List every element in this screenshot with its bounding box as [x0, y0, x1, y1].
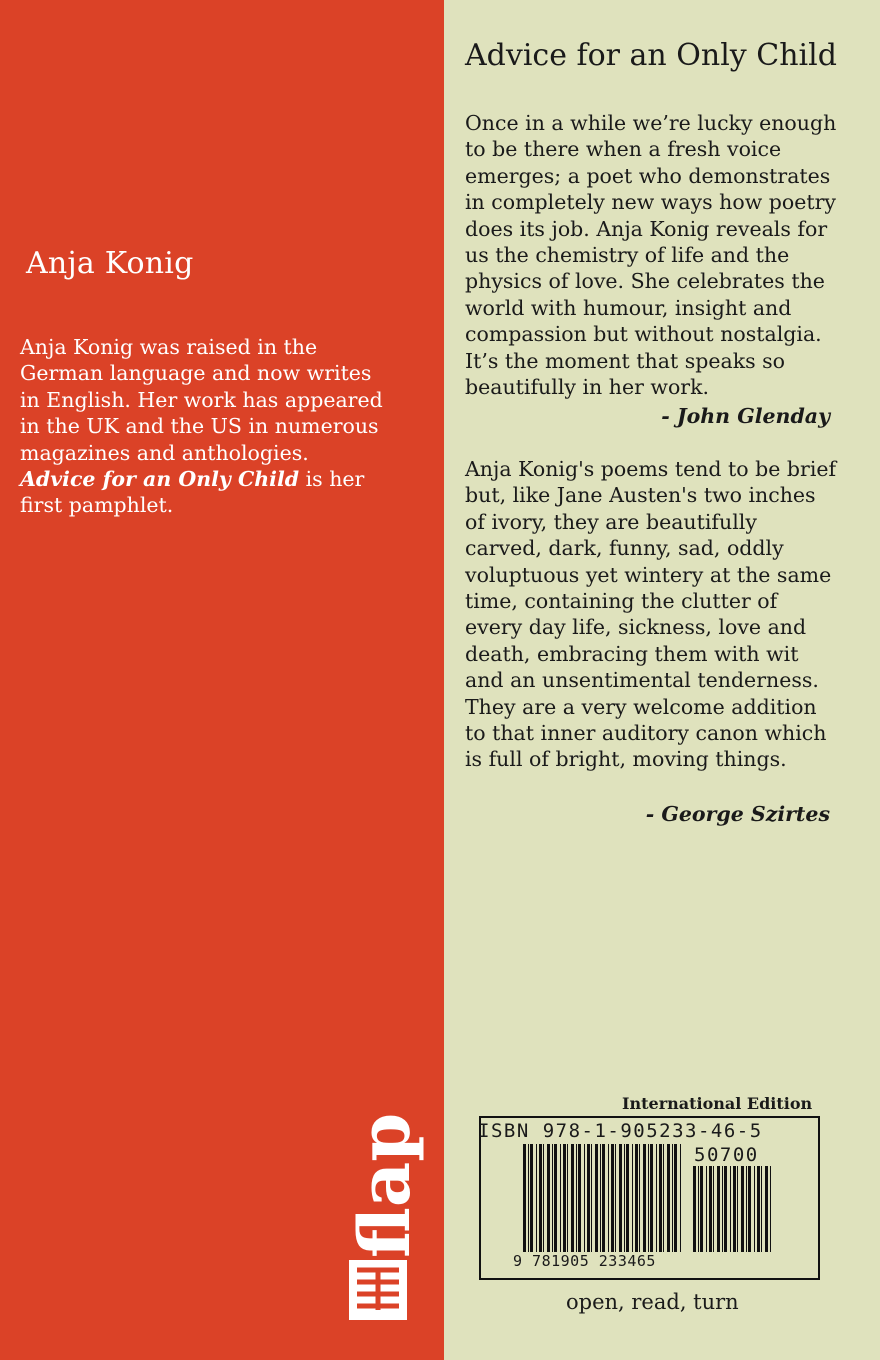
barcode-stripe: [587, 1144, 590, 1252]
quote-line: Once in a while we’re lucky enough: [465, 111, 837, 135]
quote-line: voluptuous yet wintery at the same: [465, 562, 832, 587]
barcode-stripe: [578, 1144, 581, 1252]
quote-line: and an unsentimental tenderness.: [465, 668, 819, 693]
barcode-stripe: [706, 1166, 707, 1252]
quote-line: physics of love. She celebrates the: [465, 269, 825, 294]
barcode-stripe: [770, 1166, 771, 1252]
barcode-stripe: [672, 1144, 673, 1252]
barcode-stripe: [547, 1144, 550, 1252]
blurb-quote: [465, 456, 875, 773]
quote-line: time, containing the clutter of: [465, 589, 778, 614]
quote-line: death, embracing them with wit: [465, 641, 799, 666]
barcode-stripe: [635, 1144, 638, 1252]
barcode-stripe: [639, 1144, 640, 1252]
barcode-stripe: [730, 1166, 731, 1252]
quote-line: It’s the moment that speaks so: [465, 348, 786, 373]
logo-text: flap: [343, 1112, 426, 1258]
barcode-stripe: [602, 1144, 605, 1252]
barcode-stripe: [724, 1166, 727, 1252]
barcode-stripe: [667, 1144, 670, 1252]
publisher-tagline: open, read, turn: [566, 1290, 739, 1314]
bio-line: [20, 466, 430, 492]
barcode-stripe: [656, 1144, 657, 1252]
quote-line: to that inner auditory canon which: [465, 721, 827, 746]
bio-line: in English. Her work has appeared: [20, 387, 383, 412]
barcode-stripe: [693, 1166, 696, 1252]
barcode-stripe: [528, 1144, 529, 1252]
barcode-stripe: [552, 1144, 553, 1252]
barcode-stripe: [611, 1144, 614, 1252]
barcode-stripe: [571, 1144, 574, 1252]
barcode-bars: [523, 1144, 683, 1252]
barcode-stripe: [757, 1166, 760, 1252]
quote-line: carved, dark, funny, sad, oddly: [465, 536, 784, 561]
barcode-stripe: [717, 1166, 720, 1252]
barcode-stripe: [713, 1166, 714, 1252]
barcode-stripe: [632, 1144, 633, 1252]
barcode-stripe: [674, 1144, 677, 1252]
barcode-stripe: [741, 1166, 744, 1252]
barcode-stripe: [722, 1166, 723, 1252]
barcode-stripe: [560, 1144, 561, 1252]
bio-line-tail: is her: [299, 467, 365, 492]
quote-line: of ivory, they are beautifully: [465, 509, 757, 534]
blurb-quote: [465, 110, 875, 400]
barcode-stripe: [761, 1166, 762, 1252]
quote-line: in completely new ways how poetry: [465, 190, 836, 215]
barcode-stripe: [700, 1166, 703, 1252]
barcode-stripe: [733, 1166, 736, 1252]
back-cover-right-panel: [444, 0, 880, 1360]
quote-line: beautifully in her work.: [465, 375, 710, 400]
barcode-stripe: [663, 1144, 664, 1252]
barcode-stripe: [698, 1166, 699, 1252]
barcode-stripe: [576, 1144, 577, 1252]
quote-line: compassion but without nostalgia.: [465, 322, 822, 347]
barcode-stripe: [748, 1166, 751, 1252]
barcode-stripe: [608, 1144, 609, 1252]
quote-line: world with humour, insight and: [465, 295, 792, 320]
isbn-text: ISBN 978-1-905233-46-5: [478, 1120, 763, 1142]
barcode-stripe: [591, 1144, 592, 1252]
author-name: Anja Konig: [26, 246, 194, 281]
barcode-stripe: [659, 1144, 662, 1252]
barcode-stripe: [595, 1144, 598, 1252]
barcode-stripe: [643, 1144, 646, 1252]
barcode-stripe: [765, 1166, 768, 1252]
barcode-stripe: [648, 1144, 649, 1252]
barcode-stripe: [563, 1144, 566, 1252]
quote-line: They are a very welcome addition: [465, 694, 817, 719]
quote-attribution: - John Glenday: [661, 404, 830, 428]
barcode-stripe: [624, 1144, 625, 1252]
quote-line: does its job. Anja Konig reveals for: [465, 216, 828, 241]
barcode-stripe: [584, 1144, 585, 1252]
quote-line: is full of bright, moving things.: [465, 747, 787, 772]
barcode-stripe: [754, 1166, 755, 1252]
quote-attribution: - George Szirtes: [645, 802, 830, 826]
quote-line: emerges; a poet who demonstrates: [465, 163, 831, 188]
quote-line: Anja Konig's poems tend to be brief: [465, 457, 837, 481]
barcode-stripe: [709, 1166, 712, 1252]
quote-line: but, like Jane Austen's two inches: [465, 483, 816, 508]
barcode-stripe: [619, 1144, 622, 1252]
barcode-stripe: [626, 1144, 629, 1252]
barcode-stripe: [567, 1144, 568, 1252]
barcode-stripe: [554, 1144, 557, 1252]
barcode-stripe: [600, 1144, 601, 1252]
bio-line: first pamphlet.: [20, 493, 174, 518]
edition-label: International Edition: [622, 1094, 813, 1113]
barcode-stripe: [737, 1166, 738, 1252]
barcode-stripe: [536, 1144, 537, 1252]
barcode-stripe: [680, 1144, 681, 1252]
barcode-number: 9 781905 233465: [513, 1252, 656, 1270]
bio-book-title: Advice for an Only Child: [20, 467, 300, 492]
barcode-stripe: [615, 1144, 616, 1252]
price-barcode-bars: [693, 1166, 773, 1252]
barcode-stripe: [523, 1144, 526, 1252]
flap-publisher-logo: [343, 1108, 426, 1322]
quote-line: us the chemistry of life and the: [465, 243, 790, 268]
barcode-stripe: [539, 1144, 542, 1252]
bio-line: German language and now writes: [20, 361, 372, 386]
bio-line: in the UK and the US in numerous: [20, 414, 379, 439]
quote-line: to be there when a fresh voice: [465, 137, 782, 162]
price-code: 50700: [694, 1144, 759, 1166]
author-bio: [20, 334, 430, 519]
barcode-stripe: [530, 1144, 533, 1252]
barcode-stripe: [746, 1166, 747, 1252]
bio-line: magazines and anthologies.: [20, 440, 309, 465]
book-title: Advice for an Only Child: [465, 38, 837, 73]
barcode-stripe: [650, 1144, 653, 1252]
bio-line: Anja Konig was raised in the: [20, 335, 318, 359]
barcode-stripe: [543, 1144, 544, 1252]
quote-line: every day life, sickness, love and: [465, 615, 807, 640]
